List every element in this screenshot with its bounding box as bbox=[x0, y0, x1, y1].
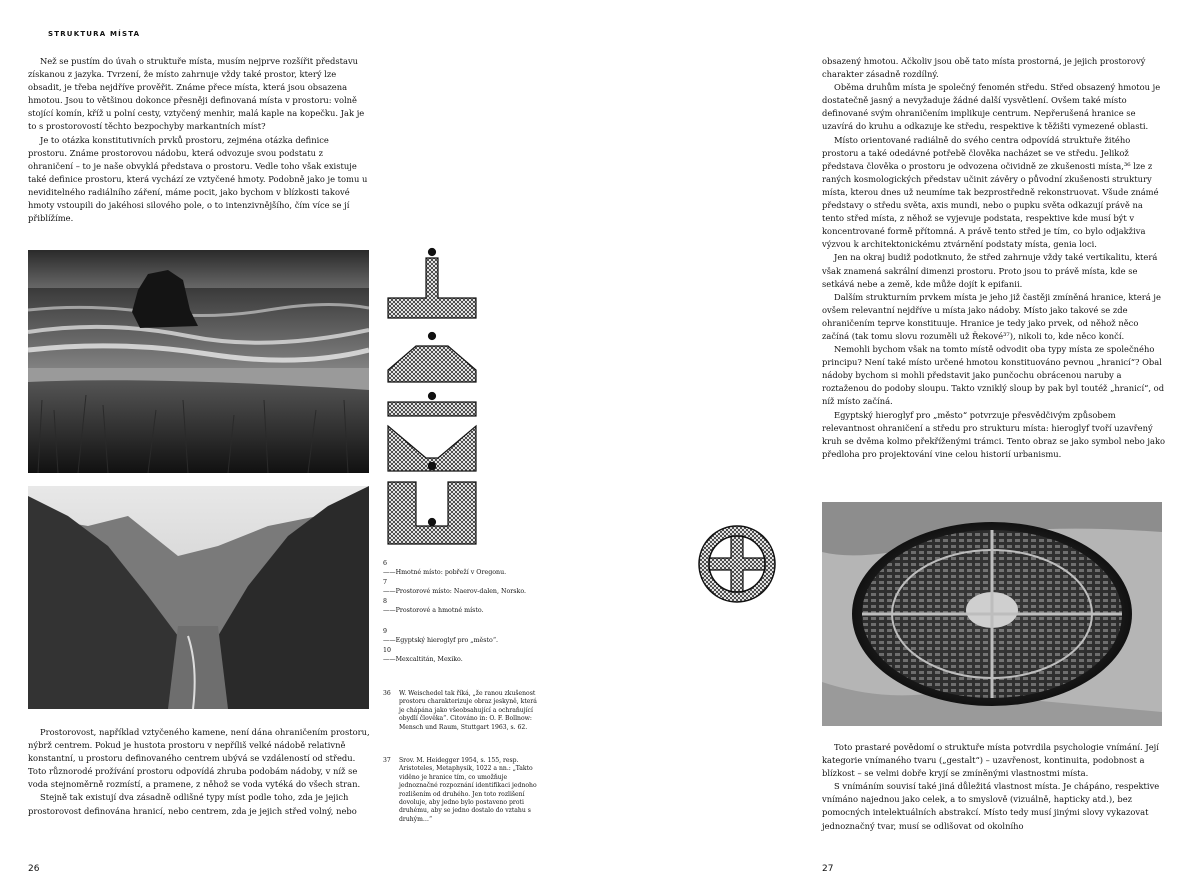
caption-item: 10 ——Mexcaltitán, Mexiko. bbox=[383, 647, 543, 666]
paragraph: Prostorovost, například vztyčeného kamene, není dána ohraničením prostoru, nýbrž centrem. Pokud je hustota prostoru v nepříliš velké nádobě relativně konstantní, u prostoru definovaného centrem ubývá se vzdáleností od středu. Toto různorodé prožívání prostoru odpovídá zhruba podobám nádoby, v níž se voda stejnoměrně rozmístí, a pramene, z něhož se voda vytéká do všech stran. bbox=[28, 727, 370, 790]
paragraph: Dalším strukturním prvkem místa je jeho již častěji zmíněná hranice, která je ovšem relevantní nejdříve u místa jako nádoby. Místo jako takové se zde ohraničením teprve konstituuje. Hranice je tedy jako prvek, od něhož něco začíná (tak tomu slovu rozuměli už Řekové³⁷), nikoli to, kde něco končí. bbox=[822, 291, 1161, 341]
paragraph: Je to otázka konstitutivních prvků prostoru, zejména otázka definice prostoru. Známe prostorovou nádobu, která odvozuje svou podstatu z ohraničení – to je naše obvyklá představa o prostoru. Vedle toho však existuje také definice prostoru, která vychází ze vztyčené hmoty. Podobně jako je tomu u neviditelného radiálního záření, máme pocit, jako bychom v blízkosti takové hmoty vstoupili do jakéhosi silového pole, o to intenzivnějšího, čím více se jí přiblížíme. bbox=[28, 134, 368, 224]
footnote-text: Srov. M. Heidegger 1954, s. 155, resp. Aristoteles, Metaphysik, 1022 a nn.: „Takto viděno je hranice tím, co umožňuje jednoznačné rozpoznání identifikaci jednoho rozlišením od druhého. Jen toto rozlišení dovoluje, aby jedno bylo postaveno proti druhému, aby se jedno dostalo do vztahu s druhým…“ bbox=[399, 757, 537, 823]
footnote-number: 37 bbox=[383, 757, 391, 764]
caption-text: Hmotné místo: pobřeží v Oregonu. bbox=[395, 568, 507, 576]
caption-number: 6 bbox=[383, 560, 388, 567]
paragraph: Toto prastaré povědomí o struktuře místa potvrdila psychologie vnímání. Její kategorie vnímaného tvaru („gestalt“) – uzavřenost, kontinuita, podobnost a blízkost – se velmi dobře kryjí se zmíněnými vlastnostmi místa. bbox=[822, 742, 1159, 779]
right-text-bottom bbox=[822, 741, 1167, 833]
hieroglyph-city bbox=[697, 524, 777, 604]
page-number-right: 27 bbox=[822, 864, 834, 874]
page-number-left: 26 bbox=[28, 864, 40, 874]
paragraph: Oběma druhům místa je společný fenomén středu. Střed obsazený hmotou je dostatečně jasný a nevyžaduje žádné další vysvětlení. Ovšem také místo definované svým ohraničením implikuje centrum. Nepřerušená hranice se uzavírá do kruhu a odkazuje ke středu, respektive k těžišti vymezené oblasti. bbox=[822, 82, 1161, 132]
footnote bbox=[383, 757, 543, 824]
caption-text: Egyptský hieroglyf pro „město“. bbox=[395, 636, 499, 644]
caption-item: 8 ——Prostorové a hmotné místo. bbox=[383, 598, 543, 628]
caption-item: 7 ——Prostorové místo: Naerov-dalen, Norsko. bbox=[383, 579, 543, 598]
right-text-top bbox=[822, 55, 1167, 461]
paragraph: Místo orientované radiálně do svého centra odpovídá struktuře žitého prostoru a také odedávné potřebě člověka nacházet se ve středu. Jelikož představa člověka o prostoru je odvozena očividně ze zkušenosti místa,³⁶ lze z raných kosmologických představ učinit závěry o původní zkušenosti struktury místa, kterou dnes už neumíme tak bezprostředně rekonstruovat. Všude známé představy o středu světa, axis mundi, nebo o pupku světa odkazují právě na tento střed místa, z něhož se vyjevuje podstata, respektive kde musí být v koncentrované formě přítomná. A právě tento střed je tím, co bylo odjakživa výzvou k architektonickému ztvárnění podstaty místa, genia loci. bbox=[822, 134, 1159, 250]
aerial-photo bbox=[822, 502, 1162, 726]
caption-text: Prostorové a hmotné místo. bbox=[395, 606, 484, 614]
caption-text: Prostorové místo: Naerov-dalen, Norsko. bbox=[395, 587, 527, 595]
paragraph: S vnímáním souvisí také jiná důležitá vlastnost místa. Je chápáno, respektive vnímáno najednou jako celek, a to smyslově (vizuálně, hapticky atd.), bez pomocných intelektuálních abstrakcí. Místo tedy musí jinými slovy vykazovat jednoznačný tvar, musí se odlišovat od okolního bbox=[822, 781, 1160, 831]
footnote-number: 36 bbox=[383, 690, 391, 697]
paragraph: Jen na okraj budiž podotknuto, že střed zahrnuje vždy také vertikalitu, která však znamená sakrální dimenzi prostoru. Proto jsou to právě místa, kde se setkává nebe a země, kde může dojít k epifanii. bbox=[822, 252, 1158, 289]
caption-item: 9 ——Egyptský hieroglyf pro „město“. bbox=[383, 628, 543, 647]
paragraph: Egyptský hieroglyf pro „město“ potvrzuje přesvědčivým způsobem relevantnost ohraničení a středu pro strukturu místa: hieroglyf tvoří uzavřený kruh se dvěma kolmo překříženými trámci. Tento obraz se jako symbol nebo jako předloha pro projektování vine celou historií urbanismu. bbox=[822, 409, 1166, 459]
footnote bbox=[383, 690, 543, 732]
space-mass-diagram bbox=[386, 246, 478, 546]
footnote-text: W. Weischedel tak říká, „že ranou zkušenost prostoru charakterizuje obraz jeskyně, která je chápána jako všeobsahující a ochraňující obydlí člověka“. Citováno in: O. F. Bollnow: Mensch und Raum, Stuttgart 1963, s. 62. bbox=[399, 690, 537, 731]
paragraph: Než se pustím do úvah o struktuře místa, musím nejprve rozšířit představu získanou z jazyka. Tvrzení, že místo zahrnuje vždy také prostor, který lze obsadit, je třeba nejdříve prověřit. Známe přece místa, která jsou obsazena hmotou. Jsou to většinou dokonce přesněji definovaná místa v prostoru: volně stojící komín, kříž u polní cesty, vztyčený menhir, malá kaple na kopečku. Jak je to s prostorovostí těchto bezpochyby markantních míst? bbox=[28, 56, 365, 132]
paragraph: Stejně tak existují dva zásadně odlišné typy míst podle toho, zda je jejich prostorovost definována hranicí, nebo centrem, zda je jejich střed volný, nebo bbox=[28, 792, 357, 816]
valley-photo bbox=[28, 486, 369, 709]
caption-text: Mexcaltitán, Mexiko. bbox=[395, 655, 463, 663]
caption-number: 8 bbox=[383, 598, 388, 605]
coast-photo bbox=[28, 250, 369, 473]
left-text-top bbox=[28, 55, 370, 225]
caption-number: 7 bbox=[383, 579, 388, 586]
paragraph: Nemohli bychom však na tomto místě odvodit oba typy místa ze společného principu? Není také místo určené hmotou konstituováno pevnou „hranicí“? Obal nádoby bychom si mohli představit jako punčochu obrácenou naruby a roztaženou do podoby sloupu. Takto vzniklý sloup by pak byl toutéž „hranicí“, od níž místo začíná. bbox=[822, 344, 1165, 407]
left-text-bottom bbox=[28, 726, 370, 818]
caption-number: 9 bbox=[383, 628, 388, 635]
caption-number: 10 bbox=[383, 647, 392, 654]
running-header: STRUKTURA MÍSTA bbox=[48, 30, 141, 38]
caption-item: 6 ——Hmotné místo: pobřeží v Oregonu. bbox=[383, 560, 543, 579]
figure-captions bbox=[383, 560, 543, 666]
paragraph: obsazený hmotou. Ačkoliv jsou obě tato místa prostorná, je jejich prostorový charakter zásadně rozdílný. bbox=[822, 56, 1146, 80]
